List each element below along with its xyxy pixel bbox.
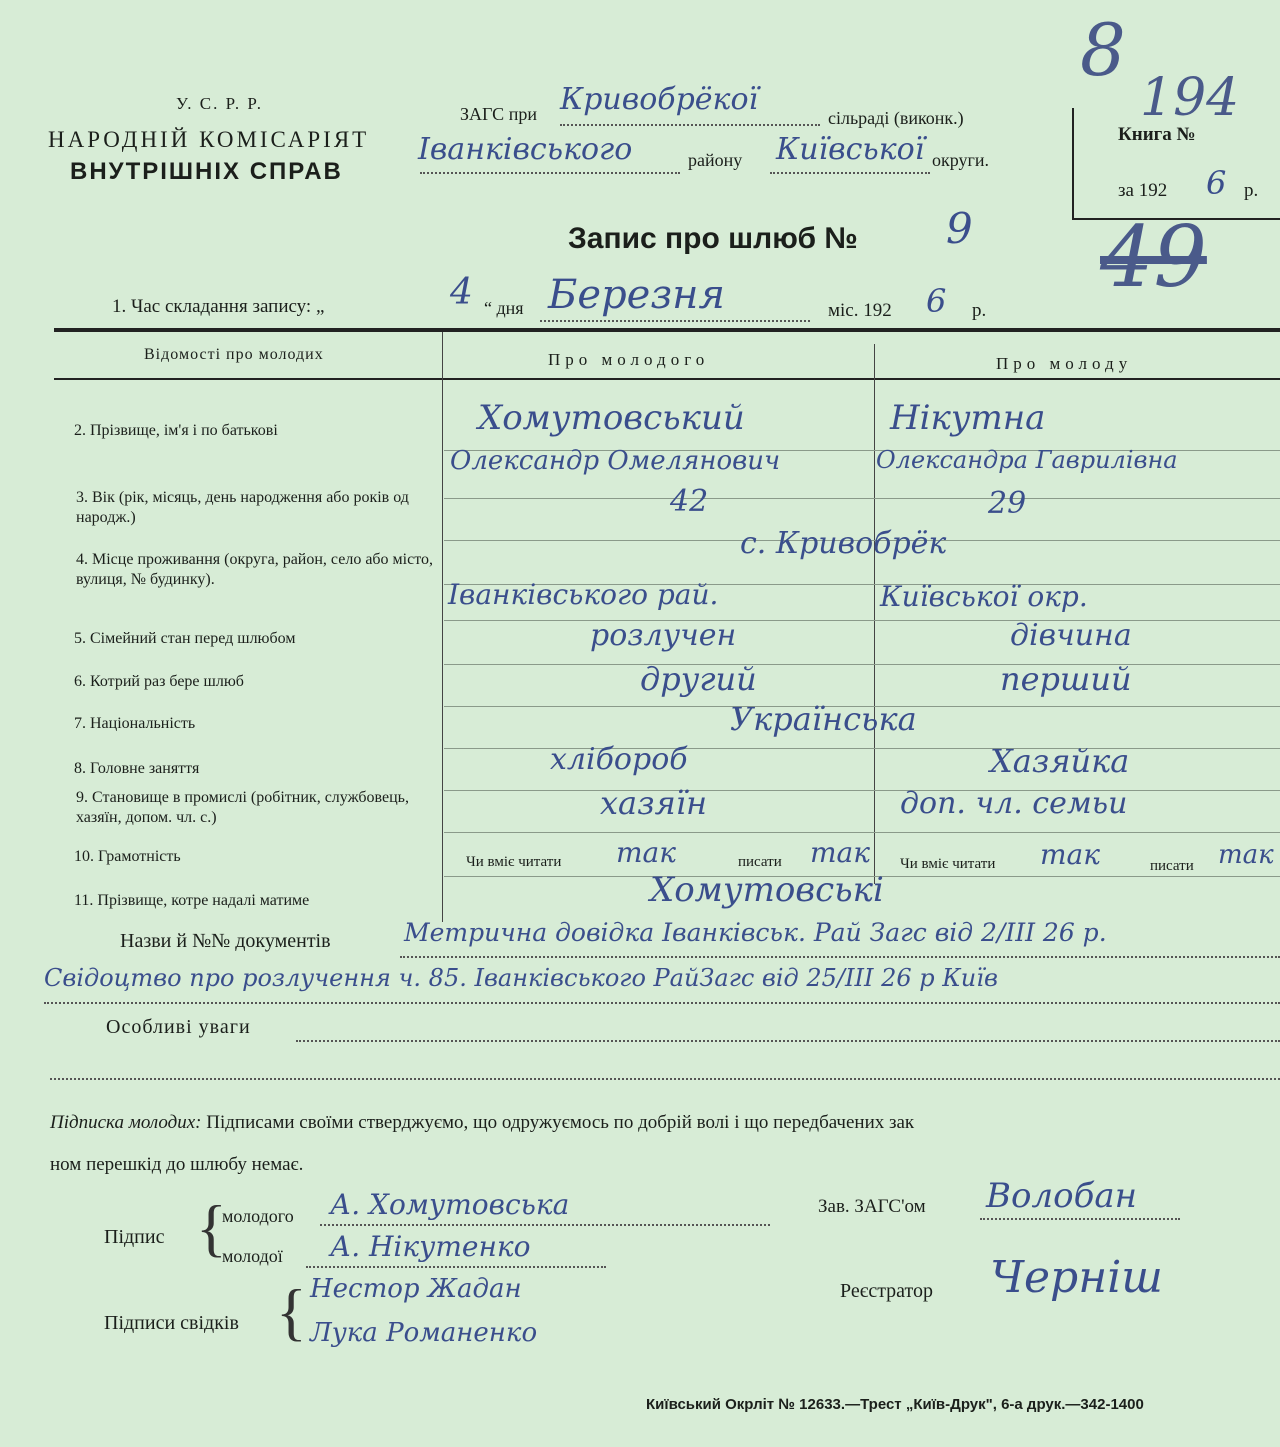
record-month-handwritten: Березня [548,272,725,318]
witness-2-signature: Лука Романенко [310,1318,538,1348]
bride-occupation: Хазяйка [990,742,1130,780]
row-label-11: 11. Прізвище, котре надалі матиме [74,892,310,909]
book-number-handwritten: 194 [1140,68,1240,128]
future-surname: Хомутовські [650,870,884,910]
bride-write-answer: так [1218,840,1274,870]
zags-place-handwritten: Кривобрёкої [560,82,759,117]
row-label-6: 6. Котрий раз бере шлюб [74,673,244,690]
notes-line-1 [296,1040,1280,1042]
row-label-3: 3. Вік (рік, місяць, день народження або років од народж.) [76,489,409,526]
row-label-8: 8. Головне заняття [74,760,200,777]
documents-line-2: Свідоцтво про розлучення ч. 85. Іванківського РайЗагс від 25/III 26 р Київ [44,964,998,992]
bride-name-patronymic: Олександра Гаврилівна [876,446,1178,474]
rayon-line [420,172,680,174]
groom-marriage-count: другий [640,660,757,698]
zags-place-line [560,124,820,126]
bride-write-question: писати [1150,858,1194,874]
row-line-10 [444,832,1280,833]
groom-read-question: Чи вміє читати [466,854,562,870]
row-label-7: 7. Національність [74,715,196,732]
book-label: Книга № [1118,124,1196,145]
book-year-suffix: р. [1244,180,1259,201]
notes-label: Особливі уваги [106,1016,251,1038]
book-year-digit: 6 [1206,164,1227,202]
witness-1-signature: Нестор Жадан [310,1274,522,1304]
commissariat-line-1: НАРОДНІЙ КОМІСАРІЯТ [48,127,370,152]
groom-signature-label: молодого [222,1206,294,1226]
zags-prefix: ЗАГС при [460,104,537,124]
documents-label: Назви й №№ документів [120,930,331,952]
selradi-label: сільраді (виконк.) [828,108,964,128]
groom-residence-1: с. Кривобрёк [740,526,947,561]
book-mark-top: 8 [1080,8,1126,92]
groom-surname: Хомутовський [478,398,745,438]
col-header-info: Відомості про молодих [144,346,324,363]
consent-line-1 [50,1112,914,1134]
documents-line-1: Метрична довідка Іванківськ. Рай Загс від 2/III 26 р. [404,918,1107,947]
groom-marital-status: розлучен [590,618,737,653]
row-label-4: 4. Місце проживання (округа, район, село або місто, вулиця, № будинку). [76,551,434,588]
registrar-signature: Черніш [990,1252,1163,1303]
zags-head-label: Зав. ЗАГС'ом [818,1196,926,1217]
groom-occupation: хлібороб [550,742,688,777]
record-year-digit: 6 [926,282,947,320]
okruh-line [770,172,930,174]
groom-age: 42 [670,484,709,519]
record-day-suffix: “ дня [484,298,524,318]
groom-signature: А. Хомутовська [330,1188,570,1221]
bride-age: 29 [988,486,1027,521]
signature-brace: { [196,1192,227,1263]
bride-read-answer: так [1040,838,1100,871]
col-header-bride: Про молоду [996,354,1133,373]
rayonu-label: району [688,150,743,170]
record-month-line [540,320,810,322]
bride-surname: Нікутна [890,398,1046,438]
groom-write-answer: так [810,836,870,869]
witnesses-brace: { [276,1276,307,1347]
bride-position: доп. чл. семьи [900,786,1128,821]
bride-marriage-count: перший [1000,660,1132,698]
record-day-handwritten: 4 [450,272,473,313]
state-abbrev: У. С. Р. Р. [176,94,264,113]
consent-text-1: Підписами своїми стверджуємо, що одружуємось по добрій волі і що передбачених зак [201,1112,915,1133]
zags-head-line [980,1218,1180,1220]
groom-write-question: писати [738,854,782,870]
row-label-2: 2. Прізвище, ім'я і по батькові [74,422,278,439]
record-title: Запис про шлюб № [568,222,858,255]
groom-read-answer: так [616,836,676,869]
bride-residence-2: Київської окр. [880,580,1088,613]
okruh-handwritten: Київської [776,132,925,167]
row-line-9 [444,790,1280,791]
record-mis-label: міс. 192 [828,300,892,321]
book-mark-bottom: 49 [1100,208,1207,306]
row-line-6 [444,664,1280,665]
documents-line-2-rule [44,1002,1280,1004]
okruhy-label: округи. [932,150,990,170]
rayon-handwritten: Іванківського [418,132,633,167]
book-box-left [1072,108,1074,220]
documents-line-1-rule [400,956,1280,958]
bride-signature: А. Нікутенко [330,1230,531,1263]
groom-nationality: Українська [730,700,917,738]
consent-italic-label: Підписка молодих: [50,1112,202,1133]
consent-line-2: ном перешкід до шлюбу немає. [50,1154,304,1175]
row-label-9: 9. Становище в промислі (робітник, службовець, хазяїн, допом. чл. с.) [76,789,409,826]
record-time-label: 1. Час складання запису: „ [112,296,325,317]
commissariat-line-2: ВНУТРІШНІХ СПРАВ [70,158,343,185]
row-label-5: 5. Сімейний стан перед шлюбом [74,630,296,647]
groom-residence-2: Іванківського рай. [448,578,719,611]
book-year-prefix: за 192 [1118,180,1168,201]
zags-head-signature: Волобан [986,1176,1137,1216]
table-header-rule [54,378,1280,380]
table-col-divider-2 [874,344,875,884]
record-number-handwritten: 9 [946,204,973,253]
bride-read-question: Чи вміє читати [900,856,996,872]
signature-label: Підпис [104,1226,165,1248]
groom-signature-line [320,1224,770,1226]
row-line-5 [444,620,1280,621]
notes-line-2 [50,1078,1280,1080]
table-col-divider-1 [442,332,443,922]
row-label-10: 10. Грамотність [74,848,181,865]
printer-footer: Київський Окрліт № 12633.—Трест „Київ-Друк", 6-а друк.—342-1400 [646,1396,1144,1413]
registrar-label: Реєстратор [840,1280,934,1302]
bride-marital-status: дівчина [1010,618,1132,653]
groom-position: хазяїн [600,784,708,822]
bride-signature-line [306,1266,606,1268]
witnesses-label: Підписи свідків [104,1312,239,1334]
bride-signature-label: молодої [222,1246,283,1266]
table-top-rule [54,328,1280,332]
row-line-2 [444,498,1280,499]
col-header-groom: Про молодого [548,350,710,369]
groom-name-patronymic: Олександр Омелянович [450,446,781,476]
record-year-suffix: р. [972,300,987,321]
